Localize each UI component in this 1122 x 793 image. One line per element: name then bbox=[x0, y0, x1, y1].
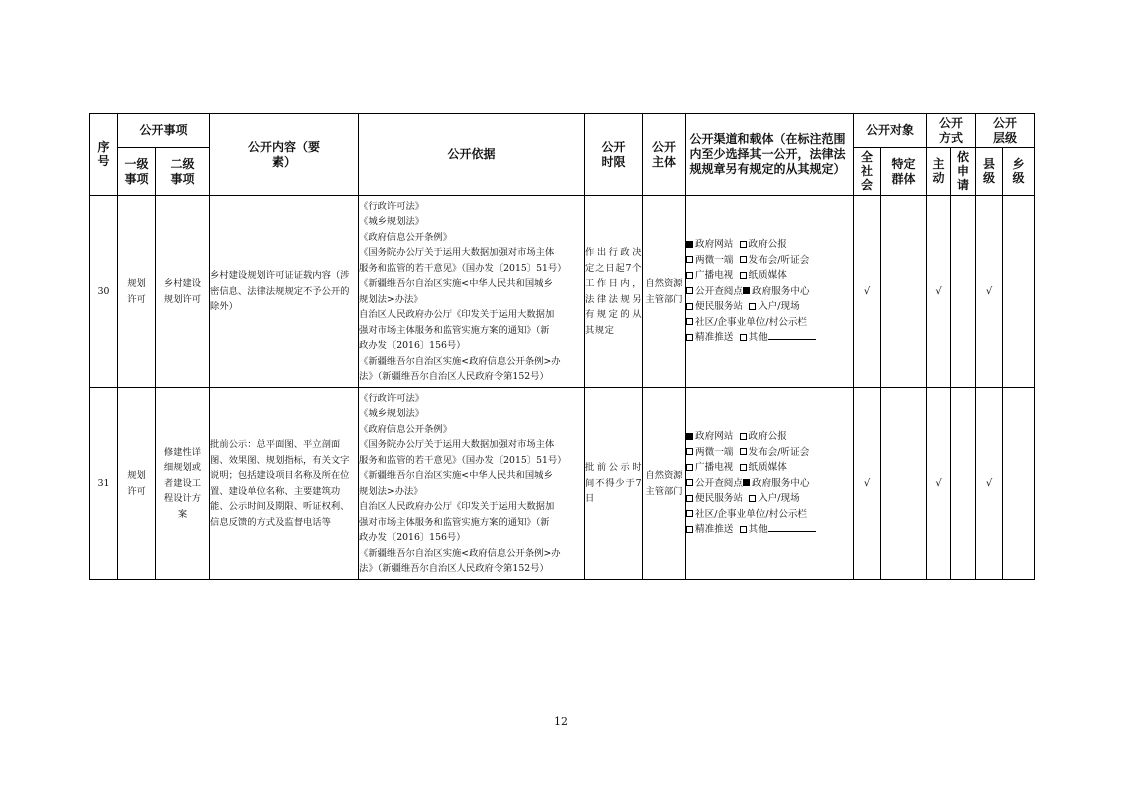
header-tier-county: 县级 bbox=[976, 148, 1003, 196]
row-target-specific bbox=[881, 388, 927, 580]
checkbox-targeted-push[interactable] bbox=[686, 334, 693, 341]
checkbox-service-station[interactable] bbox=[686, 303, 693, 310]
checkbox-service-station[interactable] bbox=[686, 495, 693, 502]
row-subject: 自然资源主管部门 bbox=[643, 388, 686, 580]
row-channels: 政府网站 政府公报 两微一端 发布会/听证会 广播电视 纸质媒体 公开查阅点 政府服务中心 便民服务站 入户/现场 社区/企事业单位/村公示栏 精准推送 其他 bbox=[686, 196, 854, 388]
header-target-all: 全社会 bbox=[854, 148, 881, 196]
row-target-specific bbox=[881, 196, 927, 388]
checkbox-press-conference[interactable] bbox=[740, 256, 747, 263]
header-basis: 公开依据 bbox=[359, 114, 585, 196]
row-content: 乡村建设规划许可证证载内容（涉密信息、法律法规规定不予公开的除外） bbox=[210, 196, 359, 388]
row-level1: 规划许可 bbox=[118, 196, 156, 388]
checkbox-website[interactable] bbox=[686, 241, 693, 248]
checkbox-reading-point[interactable] bbox=[686, 479, 693, 486]
checkbox-service-center[interactable] bbox=[743, 287, 750, 294]
checkbox-print[interactable] bbox=[740, 464, 747, 471]
checkbox-broadcast[interactable] bbox=[686, 272, 693, 279]
header-target-specific: 特定群体 bbox=[881, 148, 927, 196]
checkbox-gazette[interactable] bbox=[740, 433, 747, 440]
header-tier: 公开层级 bbox=[976, 114, 1035, 148]
header-content: 公开内容（要素） bbox=[210, 114, 359, 196]
row-tier-county: √ bbox=[976, 388, 1003, 580]
row-tier-township bbox=[1003, 196, 1035, 388]
checkbox-reading-point[interactable] bbox=[686, 287, 693, 294]
row-level2: 修建性详细规划或者建设工程设计方案 bbox=[156, 388, 210, 580]
row-channels: 政府网站 政府公报 两微一端 发布会/听证会 广播电视 纸质媒体 公开查阅点 政府服务中心 便民服务站 入户/现场 社区/企事业单位/村公示栏 精准推送 其他 bbox=[686, 388, 854, 580]
header-tier-township: 乡级 bbox=[1003, 148, 1035, 196]
row-seq: 30 bbox=[90, 196, 118, 388]
row-period: 作出行政决定之日起7个工作日内，法律法规另有规定的从其规定 bbox=[585, 196, 643, 388]
header-subject: 公开主体 bbox=[643, 114, 686, 196]
header-mode-request: 依申请 bbox=[951, 148, 976, 196]
row-level2: 乡村建设规划许可 bbox=[156, 196, 210, 388]
row-seq: 31 bbox=[90, 388, 118, 580]
row-tier-county: √ bbox=[976, 196, 1003, 388]
checkbox-bulletin-board[interactable] bbox=[686, 510, 693, 517]
checkbox-service-center[interactable] bbox=[743, 479, 750, 486]
checkbox-gazette[interactable] bbox=[740, 241, 747, 248]
checkbox-press-conference[interactable] bbox=[740, 448, 747, 455]
checkbox-website[interactable] bbox=[686, 433, 693, 440]
row-content: 批前公示：总平面图、平立剖面图、效果图、规划指标，有关文字说明；包括建设项目名称及所在位置、建设单位名称、主要建筑功能、公示时间及期限、听证权利、信息反馈的方式及监督电话等 bbox=[210, 388, 359, 580]
header-target: 公开对象 bbox=[854, 114, 927, 148]
row-mode-active: √ bbox=[927, 388, 951, 580]
row-mode-request bbox=[951, 388, 976, 580]
checkbox-bulletin-board[interactable] bbox=[686, 318, 693, 325]
row-basis: 《行政许可法》 《城乡规划法》 《政府信息公开条例》 《国务院办公厅关于运用大数据加强对市场主体 服务和监管的若干意见》（国办发〔2015〕51号） 《新疆维吾尔自治区实施<中华人民共和国城乡 规划法>办法》 自治区人民政府办公厅《印发关于运用大数据加 强对市场主体服务和监管实施方案的通知》（新 政办发〔2016〕156号） 《新疆维吾尔自治区实施<政府信息公开条例>办 法》（新疆维吾尔自治区人民政府令第152号） bbox=[359, 388, 585, 580]
checkbox-other[interactable] bbox=[740, 526, 747, 533]
table-row bbox=[90, 388, 1035, 580]
checkbox-new-media[interactable] bbox=[686, 256, 693, 263]
header-mode-active: 主动 bbox=[927, 148, 951, 196]
table-row bbox=[90, 196, 1035, 388]
header-mode: 公开方式 bbox=[927, 114, 976, 148]
other-blank-line bbox=[768, 330, 816, 340]
row-target-all: √ bbox=[854, 388, 881, 580]
header-period: 公开时限 bbox=[585, 114, 643, 196]
checkbox-on-site[interactable] bbox=[749, 303, 756, 310]
checkbox-other[interactable] bbox=[740, 334, 747, 341]
header-level2: 二级事项 bbox=[156, 148, 210, 196]
checkbox-targeted-push[interactable] bbox=[686, 526, 693, 533]
other-blank-line bbox=[768, 522, 816, 532]
header-item: 公开事项 bbox=[118, 114, 210, 148]
row-target-all: √ bbox=[854, 196, 881, 388]
row-tier-township bbox=[1003, 388, 1035, 580]
row-period: 批前公示时间不得少于7日 bbox=[585, 388, 643, 580]
header-channels: 公开渠道和载体（在标注范围内至少选择其一公开，法律法规规章另有规定的从其规定） bbox=[686, 114, 854, 196]
row-mode-active: √ bbox=[927, 196, 951, 388]
row-subject: 自然资源主管部门 bbox=[643, 196, 686, 388]
disclosure-table bbox=[89, 113, 1035, 580]
checkbox-broadcast[interactable] bbox=[686, 464, 693, 471]
row-mode-request bbox=[951, 196, 976, 388]
checkbox-print[interactable] bbox=[740, 272, 747, 279]
checkbox-new-media[interactable] bbox=[686, 448, 693, 455]
header-level1: 一级事项 bbox=[118, 148, 156, 196]
checkbox-on-site[interactable] bbox=[749, 495, 756, 502]
row-basis: 《行政许可法》 《城乡规划法》 《政府信息公开条例》 《国务院办公厅关于运用大数据加强对市场主体 服务和监管的若干意见》（国办发〔2015〕51号） 《新疆维吾尔自治区实施<中华人民共和国城乡 规划法>办法》 自治区人民政府办公厅《印发关于运用大数据加 强对市场主体服务和监管实施方案的通知》（新 政办发〔2016〕156号） 《新疆维吾尔自治区实施<政府信息公开条例>办 法》（新疆维吾尔自治区人民政府令第152号） bbox=[359, 196, 585, 388]
row-level1: 规划许可 bbox=[118, 388, 156, 580]
header-seq: 序号 bbox=[90, 114, 118, 196]
page-number: 12 bbox=[554, 715, 568, 728]
